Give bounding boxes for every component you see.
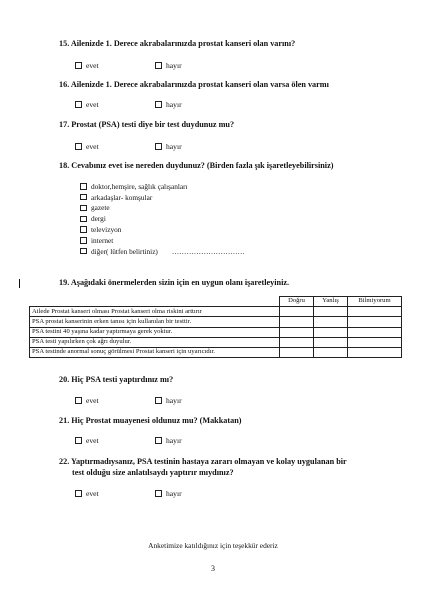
question-20 [59, 375, 173, 384]
question-18 [59, 161, 333, 170]
option-hayir[interactable] [155, 489, 182, 498]
question-number: 19. [59, 278, 70, 287]
checkbox[interactable] [80, 183, 87, 190]
answer-cell-yanlis[interactable] [314, 347, 348, 357]
option-label: hayır [166, 142, 182, 151]
source-item[interactable] [80, 192, 245, 203]
option-hayir[interactable] [155, 61, 182, 70]
option-label: hayır [166, 100, 182, 109]
column-header: Bilmiyorum [348, 297, 402, 307]
fill-in-dots[interactable]: ………………………… [171, 246, 245, 256]
checkbox[interactable] [80, 248, 87, 255]
checkbox[interactable] [75, 490, 82, 497]
checkbox[interactable] [80, 205, 87, 212]
checkbox[interactable] [155, 437, 162, 444]
table-row [30, 307, 402, 317]
source-item[interactable] [80, 181, 245, 192]
table-row [30, 327, 402, 337]
option-label: hayır [166, 436, 182, 445]
question-text: Hiç Prostat muayenesi oldunuz mu? (Makkatan) [71, 416, 242, 425]
question-19 [59, 278, 289, 287]
question-17 [59, 120, 234, 129]
answer-cell-bilmiyorum[interactable] [348, 327, 402, 337]
option-label: evet [86, 61, 99, 70]
option-hayir[interactable] [155, 436, 182, 445]
source-label: gazete [91, 203, 110, 213]
source-list [80, 181, 245, 257]
checkbox[interactable] [75, 62, 82, 69]
question-15 [59, 39, 295, 48]
option-evet[interactable] [75, 489, 99, 498]
answer-cell-bilmiyorum[interactable] [348, 317, 402, 327]
question-number: 18. [59, 161, 70, 170]
source-label: dergi [91, 214, 106, 224]
source-label: internet [91, 235, 114, 245]
option-hayir[interactable] [155, 396, 182, 405]
question-text: Prostat (PSA) testi diye bir test duydunuz mu? [71, 120, 235, 129]
source-item[interactable] [80, 213, 245, 224]
option-hayir[interactable] [155, 142, 182, 151]
checkbox[interactable] [80, 237, 87, 244]
answer-cell-dogru[interactable] [280, 317, 314, 327]
checkbox[interactable] [155, 101, 162, 108]
question-text: Ailenizde 1. Derece akrabalarınızda prostat kanseri olan varını? [70, 39, 296, 48]
question-number: 15. [59, 39, 70, 48]
option-label: evet [86, 396, 99, 405]
question-number: 21. [59, 416, 70, 425]
checkbox[interactable] [75, 397, 82, 404]
question-21 [59, 416, 241, 425]
option-label: evet [86, 100, 99, 109]
option-label: evet [86, 436, 99, 445]
page-number: 3 [211, 564, 215, 573]
option-label: evet [86, 489, 99, 498]
question-text: Yaptırmadıysanız, PSA testinin hastaya zararı olmayan ve kolay uygulanan bir [70, 457, 347, 466]
question-16 [59, 80, 329, 89]
column-header: Doğru [280, 297, 314, 307]
source-label: televizyon [91, 225, 122, 235]
option-hayir[interactable] [155, 100, 182, 109]
checkbox[interactable] [80, 194, 87, 201]
question-text: Cevabınız evet ise nereden duydunuz? (Birden fazla şık işaretleyebilirsiniz) [71, 161, 334, 170]
table-corner [30, 297, 280, 307]
checkbox[interactable] [80, 216, 87, 223]
option-evet[interactable] [75, 396, 99, 405]
question-text: Ailenizde 1. Derece akrabalarınızda prostat kanseri olan varsa ölen varmı [70, 80, 329, 89]
answer-cell-dogru[interactable] [280, 307, 314, 317]
answer-cell-bilmiyorum[interactable] [348, 337, 402, 347]
answer-cell-dogru[interactable] [280, 327, 314, 337]
checkbox[interactable] [155, 62, 162, 69]
statement-cell: PSA testi yapılırken çok ağrı duyulur. [30, 337, 280, 347]
statement-cell: PSA testinde anormal sonuç görülmesi Prostat kanseri için uyarıcıdır. [30, 347, 280, 357]
source-label: doktor,hemşire, sağlık çalışanları [91, 181, 188, 191]
table-row [30, 317, 402, 327]
option-label: hayır [166, 489, 182, 498]
answer-cell-dogru[interactable] [280, 337, 314, 347]
table-row [30, 347, 402, 357]
margin-marker [19, 279, 20, 288]
answer-cell-bilmiyorum[interactable] [348, 307, 402, 317]
answer-cell-yanlis[interactable] [314, 337, 348, 347]
checkbox[interactable] [80, 226, 87, 233]
table-header-row [30, 297, 402, 307]
option-evet[interactable] [75, 61, 99, 70]
checkbox[interactable] [155, 397, 162, 404]
checkbox[interactable] [155, 143, 162, 150]
closing-note: Anketimize katıldığınız için teşekkür ederiz [148, 541, 278, 550]
question-number: 20. [59, 375, 70, 384]
option-label: hayır [166, 61, 182, 70]
source-item[interactable] [80, 235, 245, 246]
question-text: Hiç PSA testi yaptırdınız mı? [71, 375, 174, 384]
statement-cell: PSA testini 40 yaşına kadar yaptırmaya gerek yoktur. [30, 327, 280, 337]
source-label: diğer( lütfen belirtiniz) [91, 246, 158, 256]
question-text: Aşağıdaki önermelerden sizin için en uygun olanı işaretleyiniz. [70, 278, 290, 287]
checkbox[interactable] [75, 437, 82, 444]
option-evet[interactable] [75, 100, 99, 109]
table-row [30, 337, 402, 347]
statement-cell: Ailede Prostat kanseri olması Prostat kanseri olma riskini arttırır [30, 307, 280, 317]
question-number: 22. [59, 457, 70, 466]
option-evet[interactable] [75, 436, 99, 445]
checkbox[interactable] [75, 101, 82, 108]
question-22 [59, 457, 347, 466]
answer-cell-yanlis[interactable] [314, 317, 348, 327]
statement-cell: PSA prostat kanserinin erken tanısı için kullanılan bir testtir. [30, 317, 280, 327]
answer-cell-yanlis[interactable] [314, 327, 348, 337]
question-text: test olduğu size anlatılsaydı yaptırır mıydınız? [72, 468, 234, 477]
source-item[interactable] [80, 203, 245, 214]
source-item[interactable] [80, 246, 245, 257]
question-number: 17. [59, 120, 70, 129]
source-label: arkadaşlar- komşular [91, 192, 153, 202]
source-item[interactable] [80, 224, 245, 235]
question-number: 16. [59, 80, 70, 89]
option-evet[interactable] [75, 142, 99, 151]
option-label: hayır [166, 396, 182, 405]
checkbox[interactable] [155, 490, 162, 497]
column-header: Yanlış [314, 297, 348, 307]
answer-cell-dogru[interactable] [280, 347, 314, 357]
answer-cell-yanlis[interactable] [314, 307, 348, 317]
answer-cell-bilmiyorum[interactable] [348, 347, 402, 357]
question-22-continued [72, 468, 234, 477]
checkbox[interactable] [75, 143, 82, 150]
statement-table [29, 296, 402, 358]
option-label: evet [86, 142, 99, 151]
